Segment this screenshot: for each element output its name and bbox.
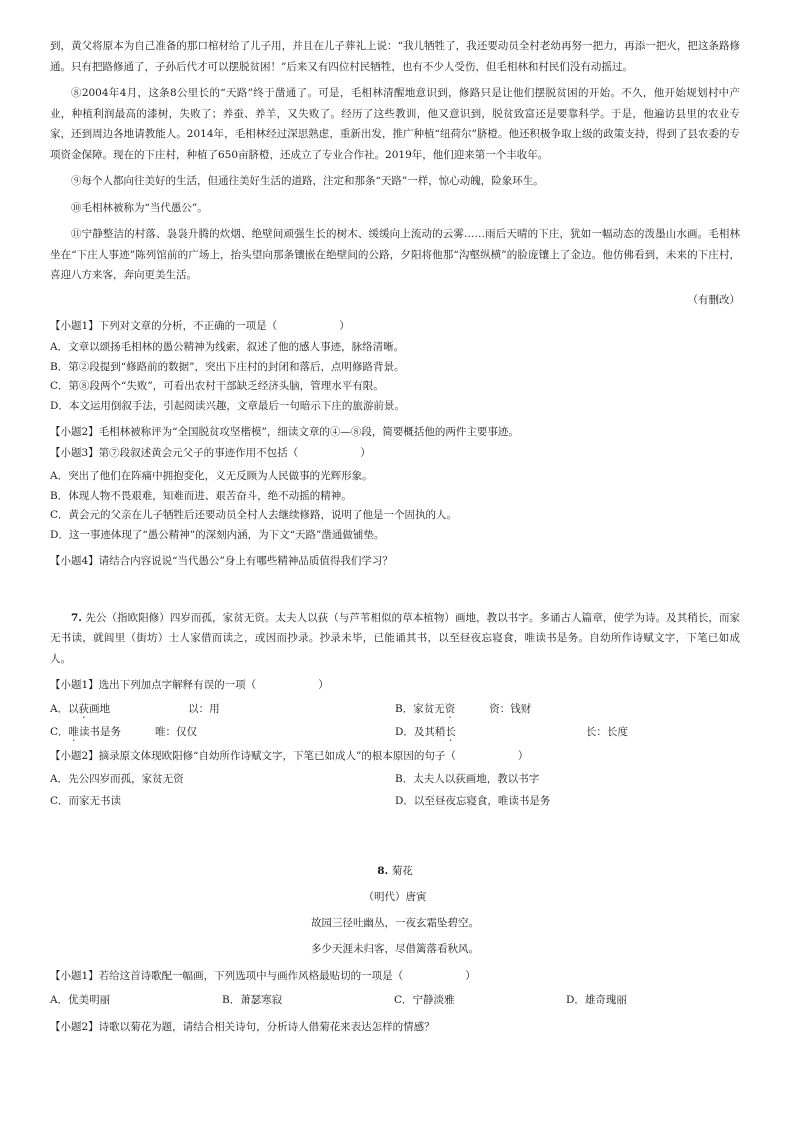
option-a[interactable]: A．突出了他们在阵痛中拥抱变化，义无反顾为人民做事的光辉形象。 xyxy=(50,470,373,482)
option-b[interactable]: B．体现人物不畏艰难，知难而进、艰苦奋斗，绝不动摇的精神。 xyxy=(50,489,352,502)
options-6-1 xyxy=(50,338,740,416)
poem-line-2: 多少天涯未归客，尽借篱落看秋风。 xyxy=(311,943,479,955)
poem-line-1: 故园三径吐幽丛，一夜玄霜坠碧空。 xyxy=(311,917,479,929)
poem-author: （明代）唐寅 xyxy=(363,891,427,903)
option-b[interactable]: B．萧瑟寒寂 xyxy=(222,993,283,1006)
option-c[interactable]: C．第⑧段两个“失败”，可看出农村干部缺乏经济头脑，管理水平有限。 xyxy=(50,380,384,392)
option-a[interactable]: A．优美明丽 xyxy=(50,993,111,1006)
question-8-1: 【小题1】若给这首诗歌配一幅画，下列选项中与画作风格最贴切的一项是（ ） xyxy=(50,970,476,982)
options-6-3 xyxy=(50,467,740,545)
option-c[interactable]: C．宁静淡雅 xyxy=(394,993,455,1006)
question-number: 7. xyxy=(71,611,82,624)
option-d[interactable]: D．以至昼夜忘寝食，唯读书是务 xyxy=(395,795,551,807)
worksheet-page xyxy=(50,36,740,1037)
option-d[interactable]: D．本文运用倒叙手法，引起阅读兴趣，文章最后一句暗示下庄的旅游前景。 xyxy=(50,399,405,412)
question-label: 【小题4】请结合内容说说“当代愚公”身上有哪些精神品质值得我们学习？ xyxy=(50,555,393,567)
question-label: 【小题3】第⑦段叙述黄会元父子的事迹作用不包括（ xyxy=(50,446,299,459)
question-8-2 xyxy=(50,1017,740,1038)
option-a[interactable]: A．先公四岁而孤，家贫无资 xyxy=(50,773,184,785)
paragraph-11: ⑪宁静整洁的村落、袅袅升腾的炊烟、绝壁间顽强生长的树木、缓缓向上流动的云雾……雨后天晴的下庄，犹如一幅动态的泼墨山水画。毛相林坐在“下庄人事迹”陈列馆前的广场上，抬头望向那条镶嵌在绝壁间的公路，夕阳将他那“沟壑纵横”的脸庞镶上了金边。他仿佛看到，未来的下庄村，喜迎八方来客，奔向更美生活。 xyxy=(50,228,740,281)
question-label: 【小题1】选出下列加点字解释有误的一项（ xyxy=(50,679,257,691)
question-7-2: 【小题2】摘录原文体现欧阳修“自幼所作诗赋文字，下笔已如成人”的根本原因的句子（ ） xyxy=(50,749,529,762)
option-d[interactable]: D．这一事迹体现了“愚公精神”的深刻内涵，为下文“天路”凿通做铺垫。 xyxy=(50,528,385,541)
option-a[interactable]: A．以荻画地 以：用 xyxy=(50,702,220,715)
option-c[interactable]: C．黄会元的父亲在儿子牺牲后还要动员全村人去继续修路，说明了他是一个固执的人。 xyxy=(50,509,458,521)
option-b[interactable]: B．家贫无资 资：钱财 xyxy=(395,702,532,715)
option-b[interactable]: B．第②段提到“修路前的数据”，突出下庄村的封闭和落后，点明修路背景。 xyxy=(50,360,405,373)
paragraph-9: ⑨每个人都向往美好的生活，但通往美好生活的道路，注定和那条“天路”一样，惊心动魄，险象环生。 xyxy=(71,175,544,187)
paragraph-continuation: 到，黄父将原本为自己准备的那口棺材给了儿子用，并且在儿子葬礼上说：“我儿牺牲了，我还要动员全村老幼再努一把力，再添一把火，把这条路修通。只有把路修通了，子孙后代才可以摆脱贫困！”后来又有四位村民牺牲，也有不少人受伤，但毛相林和村民们没有动摇过。 xyxy=(50,40,740,73)
option-a[interactable]: A．文章以颂扬毛相林的愚公精神为线索，叙述了他的感人事迹，脉络清晰。 xyxy=(50,341,405,353)
question-6-1: 【小题1】下列对文章的分析，不正确的一项是（ ） xyxy=(50,319,350,332)
question-7-1: 【小题1】选出下列加点字解释有误的一项（ ） xyxy=(50,679,329,691)
question-label: 【小题2】摘录原文体现欧阳修“自幼所作诗赋文字，下笔已如成人”的根本原因的句子（ xyxy=(50,749,456,762)
options-8-1 xyxy=(50,989,740,1011)
question-number: 8. xyxy=(377,865,389,877)
options-7-2 xyxy=(50,768,740,812)
option-c[interactable]: C．而家无书读 xyxy=(50,795,122,807)
question-label: 【小题1】若给这首诗歌配一幅画，下列选项中与画作风格最贴切的一项是（ xyxy=(50,970,404,982)
question-label: 【小题1】下列对文章的分析，不正确的一项是（ xyxy=(50,319,278,332)
paragraph-10: ⑩毛相林被称为“当代愚公”。 xyxy=(71,201,208,214)
option-d[interactable]: D．雄奇瑰丽 xyxy=(566,993,627,1006)
question-6-2 xyxy=(50,422,740,443)
option-b[interactable]: B．太夫人以荻画地，教以书字 xyxy=(395,773,540,785)
question-6-3: 【小题3】第⑦段叙述黄会元父子的事迹作用不包括（ ） xyxy=(50,446,371,459)
source-note: （有删改） xyxy=(687,293,740,306)
poem-title: 8. 菊花 xyxy=(377,865,413,877)
paragraph-8: ⑧2004年4月，这条8公里长的“天路”终于凿通了。可是，毛相林清醒地意识到，修路只是让他们摆脱贫困的开始。不久，他开始规划村中产业，种植利润最高的漆树，失败了；养蚕、养羊，又失败了。经历了这些教训，他又意识到，脱贫致富还是要靠科学。于是，他遍访县里的农业专家，还到周边各地请教能人。2014年，毛相林经过深思熟虑，重新出发，推广种植“纽荷尔”脐橙。他还积极争取上级的政策支持，得到了县农委的专项资金保障。现在的下庄村，种植了650亩脐橙，还成立了专业合作社。2019年，他们迎来第一个丰收年。 xyxy=(50,87,740,161)
question-label: 【小题2】诗歌以菊花为题，请结合相关诗句，分析诗人借菊花来表达怎样的情感？ xyxy=(50,1020,435,1033)
options-7-1 xyxy=(50,698,740,744)
option-d[interactable]: D．及其稍长 长：长度 xyxy=(395,725,628,738)
question-6-4 xyxy=(50,551,740,572)
option-c[interactable]: C．唯读书是务 唯：仅仅 xyxy=(50,725,198,738)
question-label: 【小题2】毛相林被称评为“全国脱贫攻坚楷模”，细读文章的④—⑧段，简要概括他的两件主要事迹。 xyxy=(50,426,519,438)
passage-7-text: 7. 先公（指欧阳修）四岁而孤，家贫无资。太夫人以荻（与芦苇相似的草本植物）画地，教以书字。多诵古人篇章，使学为诗。及其稍长，而家无书读，就闾里（街坊）士人家借而读之，或因而抄录。抄录未毕，已能诵其书，以至昼夜忘寝食，唯读书是务。自幼所作诗赋文字，下笔已如成人。 xyxy=(50,611,741,665)
